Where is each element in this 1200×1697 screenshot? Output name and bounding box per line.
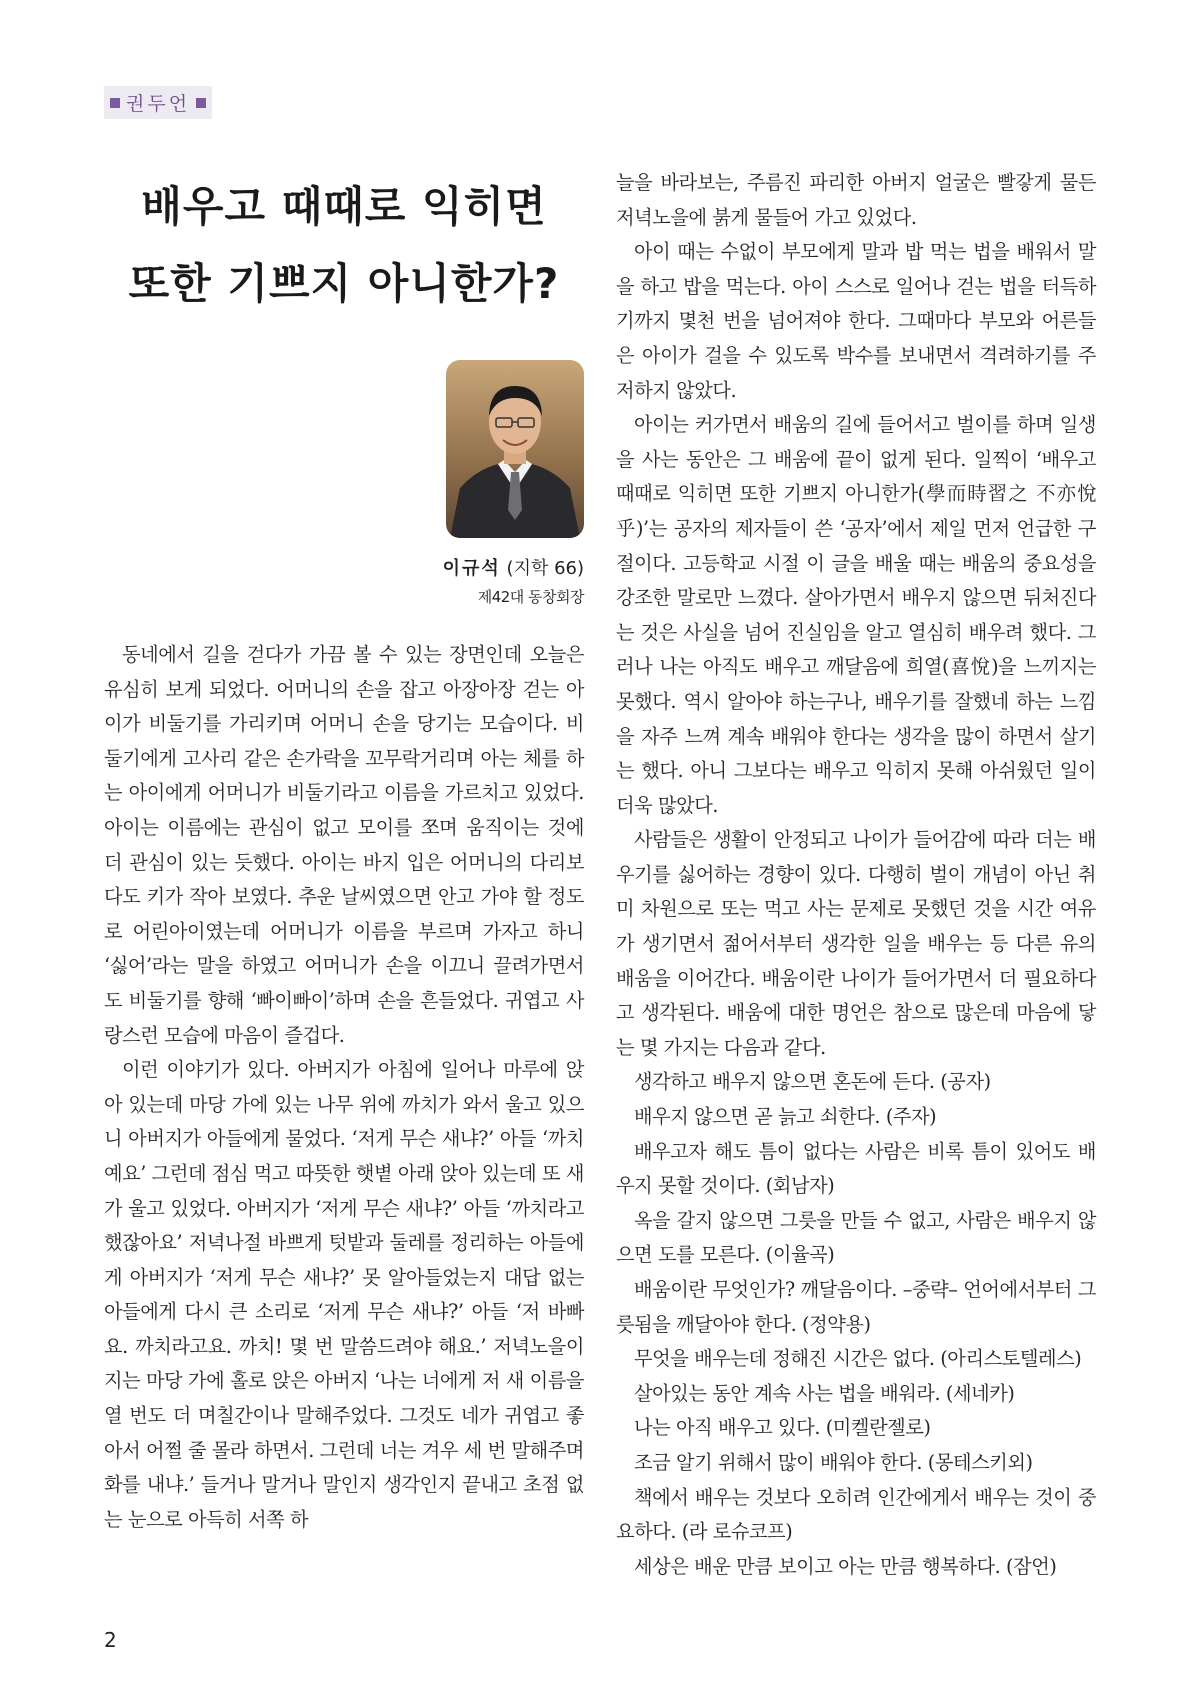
body-column-left	[104, 638, 584, 1537]
author-info	[360, 554, 584, 607]
body-column-right	[616, 166, 1096, 1584]
quote-item: 세상은 배운 만큼 보이고 아는 만큼 행복하다. (잠언)	[634, 1554, 1057, 1578]
quote-item: 조금 알기 위해서 많이 배워야 한다. (몽테스키외)	[634, 1450, 1033, 1474]
quote-item: 살아있는 동안 계속 사는 법을 배워라. (세네카)	[634, 1381, 1015, 1405]
author-name: 이규석	[442, 558, 501, 579]
article-title	[104, 168, 584, 322]
title-line-2: 또한 기쁘지 아니한가?	[128, 259, 560, 308]
title-line-1: 배우고 때때로 익히면	[141, 182, 547, 231]
square-bullet-icon	[196, 98, 206, 108]
quote-item: 무엇을 배우는데 정해진 시간은 없다. (아리스토텔레스)	[634, 1347, 1082, 1371]
quote-item: 나는 아직 배우고 있다. (미켈란젤로)	[634, 1416, 931, 1440]
author-dept: (지학 66)	[506, 558, 584, 579]
paragraph: 아이는 커가면서 배움의 길에 들어서고 벌이를 하며 일생을 사는 동안은 그 배움에 끝이 없게 된다. 일찍이 ‘배우고 때때로 익히면 또한 기쁘지 아니한가(學而時習之 不亦悅乎)’는 공자의 제자들이 쓴 ‘공자’에서 제일 먼저 언급한 구절이다. 고등학교 시절 이 글을 배울 때는 배움의 중요성을 강조한 말로만 느꼈다. 살아가면서 배우지 않으면 뒤처진다는 것은 사실을 넘어 진실임을 알고 열심히 배우려 했다. 그러나 나는 아직도 배우고 깨달음에 희열(喜悅)을 느끼지는 못했다. 역시 알아야 하는구나, 배우기를 잘했네 하는 느낌을 자주 느껴 계속 배워야 한다는 생각을 많이 하면서 살기는 했다. 아니 그보다는 배우고 익히지 못해 아쉬웠던 일이 더욱 많았다.	[616, 413, 1096, 817]
section-label: 권두언	[126, 93, 191, 115]
author-role: 제42대 동창회장	[477, 588, 584, 606]
quote-item: 배우고자 해도 틈이 없다는 사람은 비록 틈이 있어도 배우지 못할 것이다. (회남자)	[616, 1139, 1096, 1198]
paragraph: 동네에서 길을 걷다가 가끔 볼 수 있는 장면인데 오늘은 유심히 보게 되었다. 어머니의 손을 잡고 아장아장 걷는 아이가 비둘기를 가리키며 어머니 손을 당기는 모습이다. 비둘기에게 고사리 같은 손가락을 꼬무락거리며 아는 체를 하는 아이에게 어머니가 비둘기라고 이름을 가르치고 있었다. 아이는 이름에는 관심이 없고 모이를 쪼며 움직이는 것에 더 관심이 있는 듯했다. 아이는 바지 입은 어머니의 다리보다도 키가 작아 보였다. 추운 날씨였으면 안고 가야 할 정도로 어린아이였는데 어머니가 이름을 부르며 가자고 하니 ‘싫어’라는 말을 하였고 어머니가 손을 이끄니 끌려가면서도 비둘기를 향해 ‘빠이빠이’하며 손을 흔들었다. 귀엽고 사랑스런 모습에 마음이 즐겁다.	[104, 643, 584, 1047]
quote-item: 책에서 배우는 것보다 오히려 인간에게서 배우는 것이 중요하다. (라 로슈코프)	[616, 1485, 1096, 1544]
quote-item: 생각하고 배우지 않으면 혼돈에 든다. (공자)	[634, 1070, 991, 1094]
author-photo	[446, 360, 584, 538]
page-number: 2	[104, 1628, 117, 1652]
paragraph: 이런 이야기가 있다. 아버지가 아침에 일어나 마루에 앉아 있는데 마당 가에 있는 나무 위에 까치가 와서 울고 있으니 아버지가 아들에게 물었다. ‘저게 무슨 새냐?’ 아들 ‘까치예요’ 그런데 점심 먹고 따뜻한 햇볕 아래 앉아 있는데 또 새가 울고 있었다. 아버지가 ‘저게 무슨 새냐?’ 아들 ‘까치라고 했잖아요’ 저녁나절 바쁘게 텃밭과 둘레를 정리하는 아들에게 아버지가 ‘저게 무슨 새냐?’ 못 알아들었는지 대답 없는 아들에게 다시 큰 소리로 ‘저게 무슨 새냐?’ 아들 ‘저 바빠요. 까치라고요. 까치! 몇 번 말씀드려야 해요.’ 저녁노을이 지는 마당 가에 홀로 앉은 아버지 ‘나는 너에게 저 새 이름을 열 번도 더 며칠간이나 말해주었다. 그것도 네가 귀엽고 좋아서 어쩔 줄 몰라 하면서. 그런데 너는 겨우 세 번 말해주며 화를 내냐.’ 들거나 말거나 말인지 생각인지 끝내고 초점 없는 눈으로 아득히 서쪽 하	[104, 1058, 584, 1531]
paragraph: 늘을 바라보는, 주름진 파리한 아버지 얼굴은 빨갛게 물든 저녁노을에 붉게 물들어 가고 있었다.	[616, 171, 1096, 229]
quote-item: 배움이란 무엇인가? 깨달음이다. –중략– 언어에서부터 그릇됨을 깨달아야 한다. (정약용)	[616, 1278, 1096, 1336]
square-bullet-icon	[110, 98, 120, 108]
paragraph: 사람들은 생활이 안정되고 나이가 들어감에 따라 더는 배우기를 싫어하는 경향이 있다. 다행히 벌이 개념이 아닌 취미 차원으로 또는 먹고 사는 문제로 못했던 것을 시간 여유가 생기면서 젊어서부터 생각한 일을 배우는 등 다른 유의 배움을 이어간다. 배움이란 나이가 들어가면서 더 필요하다고 생각된다. 배움에 대한 명언은 참으로 많은데 마음에 닿는 몇 가지는 다음과 같다.	[616, 828, 1096, 1059]
section-tag	[104, 86, 212, 119]
quote-item: 옥을 갈지 않으면 그릇을 만들 수 없고, 사람은 배우지 않으면 도를 모른다. (이율곡)	[616, 1208, 1096, 1267]
quote-item: 배우지 않으면 곧 늙고 쇠한다. (주자)	[634, 1105, 937, 1129]
paragraph: 아이 때는 수없이 부모에게 말과 밥 먹는 법을 배워서 말을 하고 밥을 먹는다. 아이 스스로 일어나 걷는 법을 터득하기까지 몇천 번을 넘어져야 한다. 그때마다 부모와 어른들은 아이가 걸을 수 있도록 박수를 보내면서 격려하기를 주저하지 않았다.	[616, 240, 1096, 402]
